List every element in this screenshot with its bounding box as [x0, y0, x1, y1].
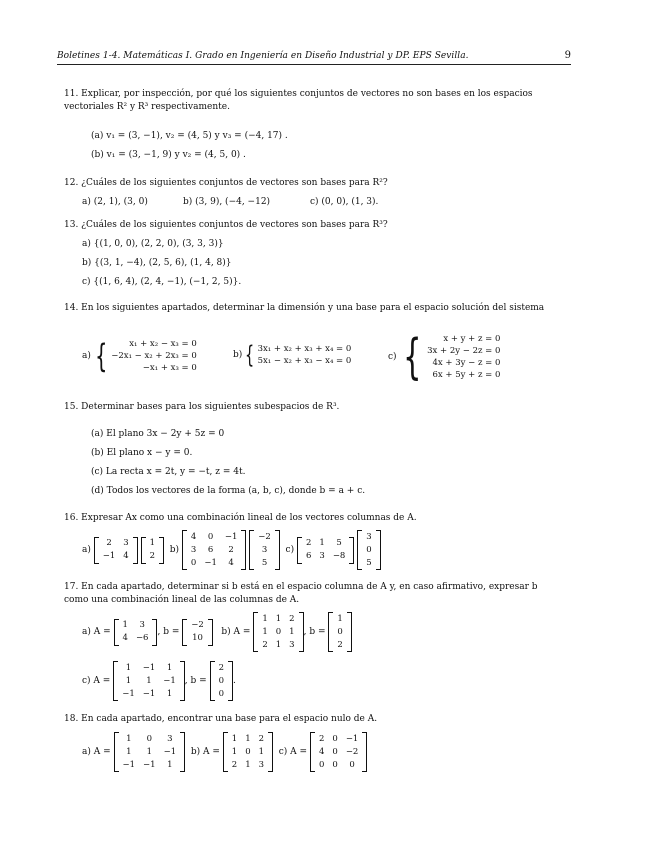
exercise-12-b: b) (3, 9), (−4, −12): [183, 197, 271, 207]
matrix-entry: 1: [146, 675, 152, 686]
bracket-right: [180, 662, 185, 701]
label-b-vector: b =: [163, 626, 180, 637]
matrix-entry: 0: [349, 759, 355, 770]
matrix-table: [253, 612, 303, 652]
matrix-entry: 1: [231, 733, 238, 744]
matrix-table: [297, 537, 354, 564]
label-c: c) A =: [278, 746, 308, 757]
matrix-entry: 0: [332, 746, 338, 757]
matrix-entry: −1: [224, 531, 238, 542]
header-title: Boletines 1-4. Matemáticas I. Grado en Ingeniería en Diseño Industrial y DP. EPS Sevilla.: [57, 51, 469, 61]
equation: 3x₁ + x₂ + x₃ + x₄ = 0: [257, 344, 352, 354]
matrix-entry: 0: [146, 733, 153, 744]
matrix-entry: 1: [289, 626, 295, 637]
matrix-b: [182, 530, 246, 570]
matrix-a: [114, 619, 161, 646]
equation: x₁ + x₂ − x₃ = 0: [129, 339, 197, 349]
matrix-entry: −2: [258, 531, 271, 542]
matrix-entry: 0: [366, 544, 372, 555]
matrix-entry: −1: [143, 759, 156, 770]
bracket-right: [241, 531, 246, 570]
exercise-14-system-b: [233, 343, 351, 367]
bracket-right: [152, 619, 157, 645]
matrix-entry: 0: [218, 688, 225, 699]
matrix-entry: 1: [337, 613, 343, 624]
matrix-entry: 2: [305, 538, 312, 548]
matrix-entry: 0: [332, 733, 338, 744]
vector-a: [141, 537, 164, 564]
matrix-entry: 1: [126, 733, 132, 744]
matrix-entry: −1: [163, 675, 176, 686]
bracket-right: [180, 733, 185, 772]
vector-c: [357, 530, 380, 570]
matrix-entry: 5: [336, 538, 342, 548]
label-b: b) A =: [221, 626, 251, 637]
label-c: c): [285, 544, 295, 555]
exercise-13-b: b) {(3, 1, −4), (2, 5, 6), (1, 4, 8)}: [82, 258, 232, 268]
exercise-11-a: (a) v₁ = (3, −1), v₂ = (4, 5) y v₃ = (−4, 17) .: [91, 131, 288, 141]
vector-a: [182, 619, 213, 646]
vector-b: [249, 530, 280, 570]
exercise-12: 12. ¿Cuáles de los siguientes conjuntos de vectores son bases para R²?: [64, 178, 388, 188]
matrix-entry: 2: [149, 551, 156, 561]
matrix-entry: −1: [142, 662, 156, 673]
matrix-table: [223, 732, 273, 772]
label-b: b): [233, 349, 243, 360]
equation: 4x + 3y − z = 0: [432, 358, 501, 368]
matrix-table: [210, 661, 233, 701]
bracket-right: [275, 531, 280, 570]
matrix-entry: −6: [135, 633, 149, 643]
label-c: c): [388, 351, 397, 362]
left-brace-icon: {: [245, 341, 255, 369]
matrix-table: [249, 530, 280, 570]
matrix-entry: 1: [122, 620, 128, 630]
matrix-b: [253, 612, 303, 652]
label-b: b): [169, 544, 180, 555]
matrix-entry: 1: [245, 733, 251, 744]
page-number: 9: [564, 50, 571, 61]
matrix-entry: 1: [166, 688, 173, 699]
exercise-17-row2: [82, 661, 236, 701]
matrix-entry: −1: [122, 759, 136, 770]
matrix-entry: 4: [190, 531, 197, 542]
label-b-vector: b =: [309, 626, 326, 637]
matrix-entry: 2: [262, 639, 268, 650]
equation: 6x + 5y + z = 0: [432, 370, 501, 380]
exercise-13-a: a) {(1, 0, 0), (2, 2, 0), (3, 3, 3)}: [82, 239, 224, 249]
matrix-entry: 1: [125, 675, 132, 686]
matrix-table: [114, 619, 161, 646]
comma: ,: [184, 675, 188, 686]
exercise-11-b: (b) v₁ = (3, −1, 9) y v₂ = (4, 5, 0) .: [91, 150, 246, 160]
matrix-entry: 10: [192, 633, 203, 643]
matrix-entry: 1: [245, 759, 251, 770]
label-b-vector: b =: [190, 675, 207, 686]
matrix-entry: 1: [167, 759, 173, 770]
matrix-entry: 1: [275, 639, 282, 650]
matrix-entry: 4: [228, 557, 234, 568]
comma: ,: [157, 626, 161, 637]
bracket-right: [208, 619, 213, 645]
matrix-b: [223, 732, 273, 772]
matrix-entry: 2: [258, 733, 265, 744]
matrix-entry: −1: [102, 551, 116, 561]
matrix-entry: −1: [204, 557, 217, 568]
matrix-entry: −1: [163, 746, 177, 757]
matrix-table: [182, 619, 213, 646]
matrix-entry: 4: [122, 633, 128, 643]
label-c: c) A =: [82, 675, 111, 686]
label-a: a): [82, 350, 91, 361]
equation: x + y + z = 0: [443, 334, 501, 344]
exercise-16-row: [82, 530, 381, 570]
exercise-12-a: a) (2, 1), (3, 0): [82, 197, 148, 207]
matrix-entry: 3: [261, 544, 268, 555]
matrix-entry: −2: [191, 620, 204, 630]
matrix-entry: 0: [318, 759, 325, 770]
matrix-entry: 3: [289, 639, 295, 650]
period: .: [233, 675, 236, 686]
matrix-entry: −1: [142, 688, 156, 699]
matrix-entry: 0: [218, 675, 225, 686]
matrix-entry: 1: [319, 538, 325, 548]
matrix-entry: 2: [218, 662, 225, 673]
matrix-entry: 1: [166, 662, 173, 673]
matrix-entry: 2: [231, 759, 238, 770]
label-a: a): [82, 544, 91, 555]
matrix-entry: 2: [318, 733, 325, 744]
matrix-entry: 1: [126, 746, 132, 757]
matrix-entry: 2: [289, 613, 295, 624]
exercise-15-a: (a) El plano 3x − 2y + 5z = 0: [91, 429, 225, 439]
comma: ,: [303, 626, 307, 637]
bracket-right: [347, 613, 352, 652]
matrix-entry: 3: [139, 620, 145, 630]
label-b: b) A =: [190, 746, 220, 757]
matrix-entry: 2: [106, 538, 112, 548]
exercise-11: 11. Explicar, por inspección, por qué los siguientes conjuntos de vectores no son bases en los espacios vectoriales R² y R³ respectivamente.: [64, 89, 533, 112]
exercise-14: 14. En los siguientes apartados, determinar la dimensión y una base para el espacio solución del sistema: [64, 303, 545, 313]
exercise-17-row1: [82, 612, 352, 652]
matrix-table: [113, 661, 185, 701]
matrix-c: [113, 661, 185, 701]
bracket-right: [159, 537, 164, 563]
exercise-14-system-a: [82, 338, 197, 374]
label-a: a) A =: [82, 746, 111, 757]
matrix-entry: 0: [245, 746, 251, 757]
matrix-entry: 4: [318, 746, 325, 757]
matrix-entry: −8: [332, 551, 346, 561]
bracket-right: [376, 531, 381, 570]
bracket-right: [362, 733, 367, 772]
matrix-entry: 6: [305, 551, 312, 561]
matrix-entry: 3: [319, 551, 325, 561]
exercise-15-d: (d) Todos los vectores de la forma (a, b, c), donde b = a + c.: [91, 486, 366, 496]
equation: −x₁ + x₃ = 0: [142, 363, 197, 373]
matrix-entry: 6: [207, 544, 214, 555]
matrix-entry: 3: [123, 538, 129, 548]
exercise-12-c: c) (0, 0), (1, 3).: [310, 197, 379, 207]
matrix-entry: 0: [207, 531, 214, 542]
matrix-entry: 0: [190, 557, 197, 568]
matrix-entry: 1: [125, 662, 132, 673]
matrix-entry: 0: [337, 626, 343, 637]
matrix-c: [297, 537, 354, 564]
exercise-13: 13. ¿Cuáles de los siguientes conjuntos de vectores son bases para R³?: [64, 220, 388, 230]
matrix-entry: 2: [337, 639, 343, 650]
matrix-entry: 4: [123, 551, 129, 561]
left-brace-icon: {: [402, 329, 421, 385]
label-a: a) A =: [82, 626, 111, 637]
matrix-entry: 1: [146, 746, 153, 757]
matrix-entry: 3: [366, 531, 372, 542]
equation: 5x₁ − x₂ + x₃ − x₄ = 0: [257, 356, 352, 366]
matrix-entry: 1: [258, 746, 265, 757]
equation: 3x + 2y − 2z = 0: [427, 346, 501, 356]
matrix-entry: 3: [167, 733, 173, 744]
matrix-entry: 5: [366, 557, 372, 568]
matrix-table: [114, 732, 186, 772]
matrix-entry: 2: [228, 544, 234, 555]
matrix-entry: −2: [345, 746, 359, 757]
matrix-table: [357, 530, 380, 570]
exercise-15-b: (b) El plano x − y = 0.: [91, 448, 193, 458]
matrix-a: [114, 732, 186, 772]
matrix-c: [310, 732, 367, 772]
system-c: [427, 333, 500, 381]
bracket-right: [228, 662, 233, 701]
matrix-entry: 0: [332, 759, 338, 770]
matrix-table: [141, 537, 164, 564]
matrix-entry: −1: [345, 733, 359, 744]
matrix-entry: 1: [262, 626, 268, 637]
equation: −2x₁ − x₂ + 2x₃ = 0: [111, 351, 197, 361]
matrix-entry: 0: [275, 626, 282, 637]
matrix-entry: 1: [262, 613, 268, 624]
bracket-right: [133, 537, 138, 563]
page-header: [57, 50, 571, 65]
exercise-15: 15. Determinar bases para los siguientes subespacios de R³.: [64, 402, 340, 412]
exercise-16: 16. Expresar Ax como una combinación lineal de los vectores columnas de A.: [64, 513, 417, 523]
matrix-entry: 3: [190, 544, 197, 555]
matrix-entry: −1: [122, 688, 135, 699]
exercise-13-c: c) {(1, 6, 4), (2, 4, −1), (−1, 2, 5)}.: [82, 277, 242, 287]
bracket-right: [349, 537, 354, 563]
system-b: [258, 343, 352, 367]
exercise-14-system-c: [388, 329, 501, 385]
exercise-17: 17. En cada apartado, determinar si b está en el espacio columna de A y, en caso afirmativo, expresar b como una combinación lineal de las columnas de A.: [64, 582, 538, 605]
matrix-table: [310, 732, 367, 772]
vector-c: [210, 661, 233, 701]
matrix-entry: 1: [149, 538, 156, 548]
left-brace-icon: {: [94, 337, 108, 375]
matrix-entry: 1: [231, 746, 238, 757]
matrix-entry: 1: [275, 613, 282, 624]
matrix-a: [94, 537, 138, 564]
matrix-entry: 3: [258, 759, 265, 770]
matrix-table: [328, 612, 351, 652]
system-a: [111, 338, 197, 374]
bracket-right: [299, 613, 304, 652]
exercise-18: 18. En cada apartado, encontrar una base para el espacio nulo de A.: [64, 714, 378, 724]
bracket-right: [268, 733, 273, 772]
vector-b: [328, 612, 351, 652]
matrix-table: [94, 537, 138, 564]
matrix-entry: 5: [261, 557, 268, 568]
matrix-table: [182, 530, 246, 570]
exercise-18-row: [82, 732, 367, 772]
exercise-15-c: (c) La recta x = 2t, y = −t, z = 4t.: [91, 467, 246, 477]
